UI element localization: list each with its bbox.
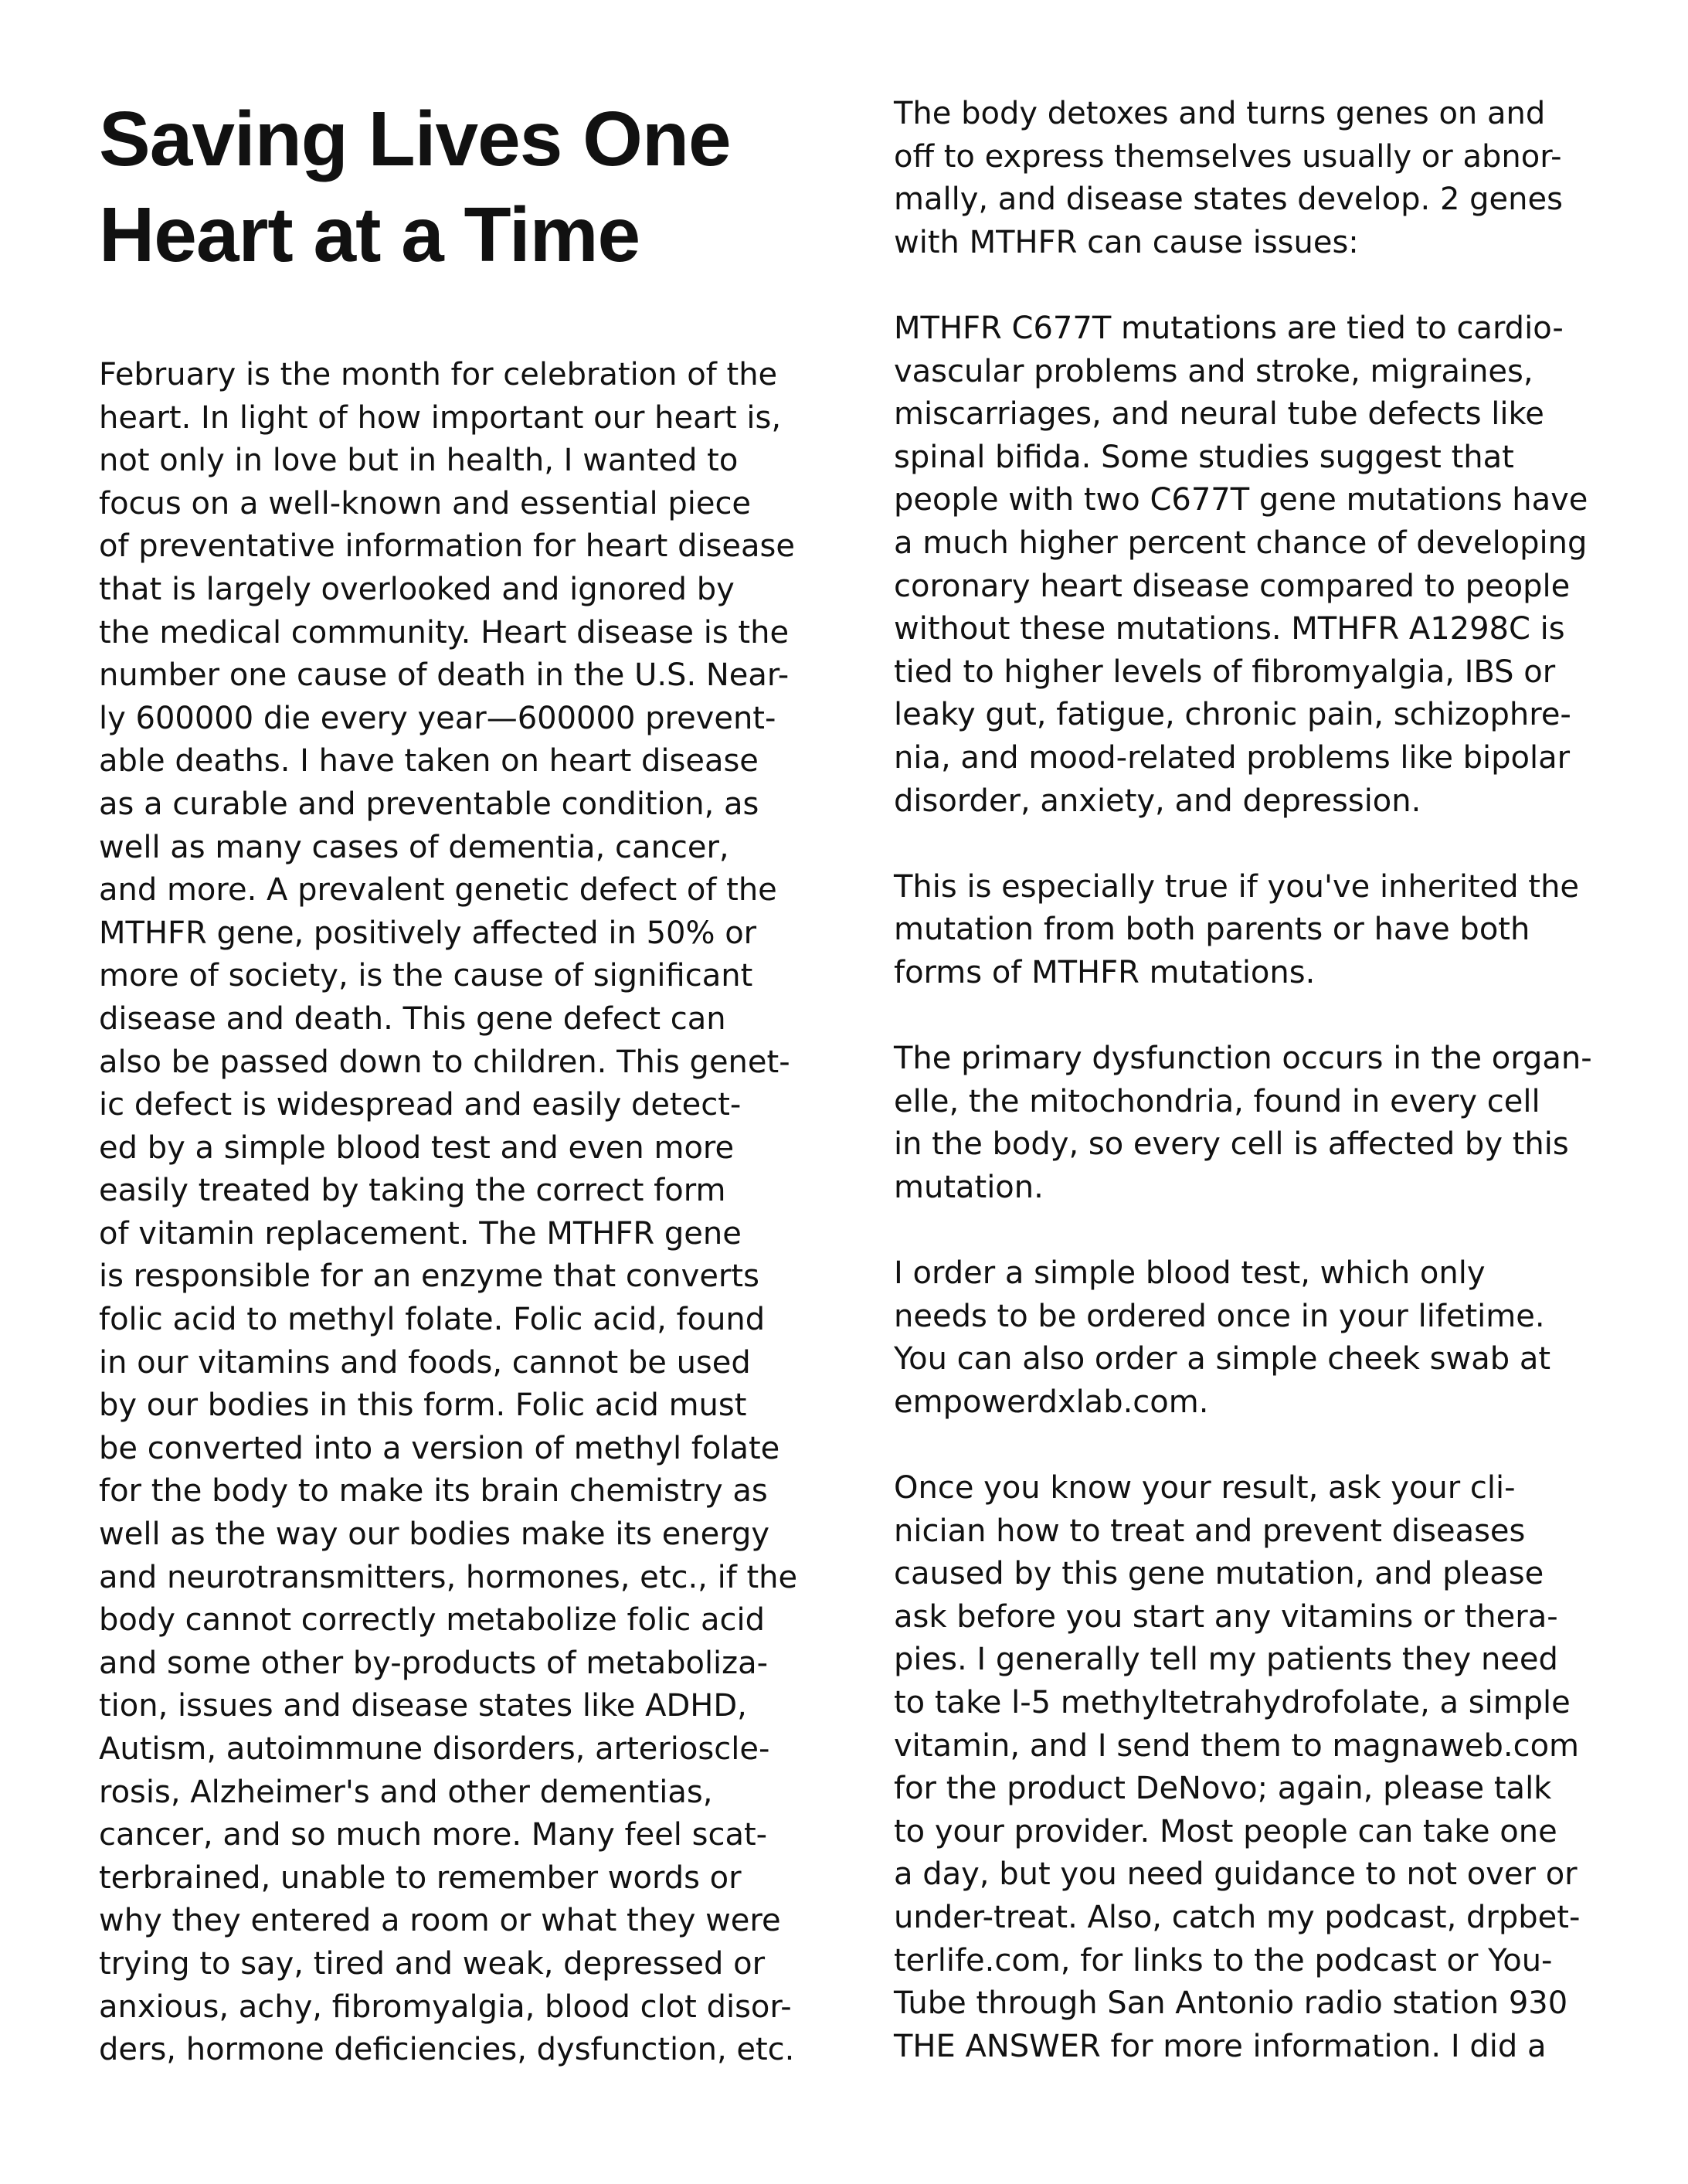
body-text-line: is responsible for an enzyme that converts (99, 1258, 759, 1295)
body-text-line: off to express themselves usually or abnor- (894, 138, 1562, 175)
body-text-line: coronary heart disease compared to people (894, 568, 1571, 604)
paragraph-gap (894, 264, 1605, 307)
body-text-line: number one cause of death in the U.S. Near- (99, 657, 790, 694)
body-text-line: Tube through San Antonio radio station 930 (894, 1985, 1568, 2022)
body-text-line: disease and death. This gene defect can (99, 1000, 726, 1037)
paragraph-gap (894, 994, 1605, 1038)
body-text-line: elle, the mitochondria, found in every cell (894, 1083, 1540, 1119)
article-title (99, 91, 833, 283)
body-text-line: by our bodies in this form. Folic acid must (99, 1388, 747, 1424)
body-text-line: well as the way our bodies make its energy (99, 1517, 770, 1553)
body-text-line: a much higher percent chance of developing (894, 525, 1588, 561)
body-text-line: anxious, achy, fibromyalgia, blood clot disor- (99, 1989, 792, 2025)
body-text-line: nician how to treat and prevent diseases (894, 1513, 1526, 1549)
body-text-line: for the body to make its brain chemistry as (99, 1473, 768, 1510)
paragraph-gap (894, 823, 1605, 866)
body-text-line: in our vitamins and foods, cannot be used (99, 1344, 751, 1381)
body-text-line: miscarriages, and neural tube defects like (894, 396, 1544, 433)
paragraph (894, 866, 1605, 995)
body-text-line: heart. In light of how important our heart is, (99, 399, 782, 436)
body-text-line: of vitamin replacement. The MTHFR gene (99, 1215, 742, 1252)
body-text-line: Once you know your result, ask your cli- (894, 1470, 1516, 1506)
body-text-line: The body detoxes and turns genes on and (894, 96, 1546, 131)
body-text-line: forms of MTHFR mutations. (894, 954, 1316, 990)
title-line: Heart at a Time (99, 192, 640, 278)
body-text-line: of preventative information for heart disease (99, 528, 795, 565)
body-text-line: trying to say, tired and weak, depressed or (99, 1945, 766, 1982)
body-text-line: caused by this gene mutation, and please (894, 1556, 1544, 1592)
body-text-line: mally, and disease states develop. 2 genes (894, 182, 1563, 218)
body-text-line: in the body, so every cell is affected by this (894, 1126, 1569, 1163)
paragraph (894, 1252, 1605, 1424)
paragraph (894, 93, 1605, 264)
paragraph-gap (894, 1424, 1605, 1467)
body-text-line: The primary dysfunction occurs in the organ- (894, 1041, 1592, 1077)
body-text-line: ask before you start any vitamins or thera- (894, 1598, 1558, 1635)
body-text-line: mutation. (894, 1169, 1044, 1205)
body-text-line: why they entered a room or what they were (99, 1903, 781, 1939)
body-text-line: with MTHFR can cause issues: (894, 224, 1359, 260)
body-text-line: vitamin, and I send them to magnaweb.com (894, 1727, 1580, 1764)
body-text-line: to your provider. Most people can take one (894, 1813, 1557, 1849)
body-text-line: and some other by-products of metaboliza- (99, 1645, 769, 1681)
body-text-line: rosis, Alzheimer's and other dementias, (99, 1774, 713, 1810)
body-text-line: to take l-5 methyltetrahydrofolate, a simple (894, 1684, 1571, 1720)
paragraph (894, 1038, 1605, 1209)
body-text-line: THE ANSWER for more information. I did a (894, 2028, 1547, 2064)
body-text-line: This is especially true if you've inherited the (894, 868, 1580, 905)
body-text-line: spinal bifida. Some studies suggest that (894, 439, 1514, 475)
body-text-line: that is largely overlooked and ignored by (99, 571, 735, 607)
body-text-line: for the product DeNovo; again, please talk (894, 1771, 1552, 1807)
body-text-line: disorder, anxiety, and depression. (894, 783, 1421, 819)
body-text-line: needs to be ordered once in your lifetime. (894, 1298, 1545, 1334)
body-text-line: leaky gut, fatigue, chronic pain, schizophre- (894, 697, 1571, 733)
body-text-line: empowerdxlab.com. (894, 1384, 1209, 1420)
body-text-line: You can also order a simple cheek swab at (894, 1341, 1551, 1377)
body-text-line: terbrained, unable to remember words or (99, 1860, 742, 1896)
paragraph (894, 307, 1605, 823)
paragraph-gap (894, 1209, 1605, 1252)
body-text-line: body cannot correctly metabolize folic acid (99, 1602, 765, 1639)
body-text-line: cancer, and so much more. Many feel scat- (99, 1817, 768, 1853)
body-text-line: I order a simple blood test, which only (894, 1255, 1486, 1292)
body-text-line: and more. A prevalent genetic defect of the (99, 872, 777, 909)
body-text-line: ly 600000 die every year—600000 prevent- (99, 700, 776, 736)
body-text-line: nia, and mood-related problems like bipolar (894, 739, 1571, 776)
paragraph (894, 1467, 1605, 2068)
body-text-line: ed by a simple blood test and even more (99, 1129, 735, 1166)
body-text-line: able deaths. I have taken on heart disease (99, 743, 759, 780)
body-text-line: focus on a well-known and essential piece (99, 485, 752, 521)
body-text-line: people with two C677T gene mutations have (894, 482, 1588, 518)
body-text-line: pies. I generally tell my patients they need (894, 1642, 1558, 1678)
body-text-line: easily treated by taking the correct form (99, 1173, 726, 1209)
body-text-line: be converted into a version of methyl folate (99, 1430, 780, 1466)
body-text-line: MTHFR gene, positively affected in 50% or (99, 915, 757, 951)
body-text-line: Autism, autoimmune disorders, arterioscle- (99, 1731, 770, 1767)
body-text-line: tied to higher levels of fibromyalgia, IBS or (894, 654, 1556, 690)
title-line: Saving Lives One (99, 96, 731, 182)
body-text-line: MTHFR C677T mutations are tied to cardio- (894, 310, 1564, 346)
body-text-line: vascular problems and stroke, migraines, (894, 353, 1533, 389)
body-text-line: the medical community. Heart disease is the (99, 614, 790, 650)
body-text-line: not only in love but in health, I wanted to (99, 443, 739, 479)
body-text-line: and neurotransmitters, hormones, etc., if the (99, 1559, 798, 1595)
body-text-line: a day, but you need guidance to not over or (894, 1856, 1578, 1893)
body-text-line: more of society, is the cause of significant (99, 958, 753, 994)
body-text-line: under-treat. Also, catch my podcast, drpbet- (894, 1899, 1581, 1935)
body-text-line: without these mutations. MTHFR A1298C is (894, 611, 1565, 647)
left-column (99, 354, 810, 2072)
body-text-line: also be passed down to children. This genet- (99, 1044, 790, 1080)
body-text-line: as a curable and preventable condition, as (99, 786, 759, 822)
body-text-line: ic defect is widespread and easily detect- (99, 1087, 742, 1123)
body-text-line: February is the month for celebration of the (99, 357, 778, 392)
body-text-line: well as many cases of dementia, cancer, (99, 829, 729, 865)
body-text-line: tion, issues and disease states like ADHD, (99, 1688, 747, 1724)
body-text-line: folic acid to methyl folate. Folic acid, found (99, 1302, 766, 1338)
body-text-line: mutation from both parents or have both (894, 912, 1530, 948)
body-text-line: ders, hormone deficiencies, dysfunction, etc. (99, 2032, 795, 2068)
right-column (894, 93, 1605, 2068)
body-text-line: terlife.com, for links to the podcast or You- (894, 1942, 1553, 1979)
